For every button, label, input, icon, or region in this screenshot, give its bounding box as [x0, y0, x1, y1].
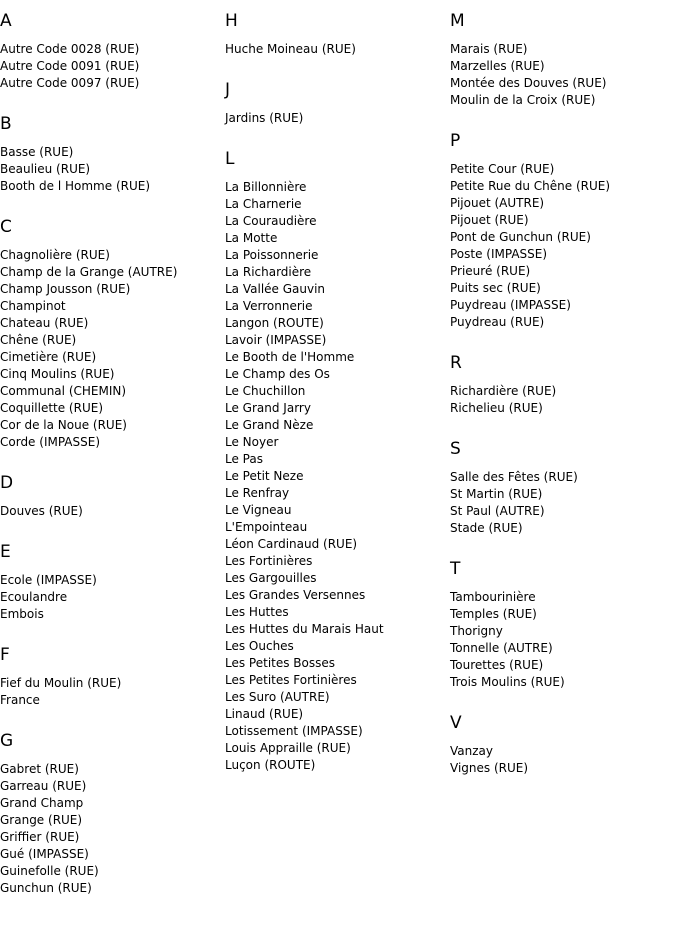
street-item[interactable]: Louis Appraille (RUE) [225, 741, 351, 755]
street-list [450, 161, 675, 331]
street-item[interactable]: Le Petit Neze [225, 469, 304, 483]
street-item[interactable]: Les Petites Bosses [225, 656, 336, 670]
letter-heading: T [450, 559, 461, 579]
street-item[interactable]: La Billonnière [225, 180, 307, 194]
street-item[interactable]: Autre Code 0028 (RUE) [0, 42, 140, 56]
letter-group-a [0, 11, 225, 92]
street-item[interactable]: Tambourinière [450, 590, 536, 604]
letter-heading: P [450, 131, 461, 151]
street-item[interactable]: Coquillette (RUE) [0, 401, 104, 415]
street-item[interactable]: Tonnelle (AUTRE) [450, 641, 553, 655]
street-list [0, 503, 225, 520]
street-item[interactable]: Richelieu (RUE) [450, 401, 543, 415]
street-item[interactable]: Lavoir (IMPASSE) [225, 333, 327, 347]
street-list [450, 743, 675, 777]
street-item[interactable]: St Paul (AUTRE) [450, 504, 545, 518]
street-item[interactable]: Les Ouches [225, 639, 294, 653]
street-item[interactable]: Vanzay [450, 744, 493, 758]
letter-group-g [0, 731, 225, 897]
street-item[interactable]: Pont de Gunchun (RUE) [450, 230, 591, 244]
street-item[interactable]: Fief du Moulin (RUE) [0, 676, 122, 690]
street-item[interactable]: La Vallée Gauvin [225, 282, 326, 296]
street-item[interactable]: Beaulieu (RUE) [0, 162, 91, 176]
street-item[interactable]: Le Grand Nèze [225, 418, 314, 432]
street-item[interactable]: Ecole (IMPASSE) [0, 573, 97, 587]
street-list [0, 144, 225, 195]
letter-group-v [450, 713, 675, 777]
letter-group-t [450, 559, 675, 691]
street-item[interactable]: Léon Cardinaud (RUE) [225, 537, 358, 551]
street-item[interactable]: Jardins (RUE) [225, 111, 304, 125]
street-item[interactable]: Le Vigneau [225, 503, 292, 517]
street-item[interactable]: Le Pas [225, 452, 263, 466]
street-item[interactable]: Marais (RUE) [450, 42, 528, 56]
street-item[interactable]: Puydreau (IMPASSE) [450, 298, 571, 312]
letter-heading: V [450, 713, 462, 733]
street-item[interactable]: Huche Moineau (RUE) [225, 42, 356, 56]
street-item[interactable]: Temples (RUE) [450, 607, 537, 621]
street-item[interactable]: Chateau (RUE) [0, 316, 89, 330]
street-item[interactable]: Le Grand Jarry [225, 401, 311, 415]
letter-heading: F [0, 645, 10, 665]
street-item[interactable]: Luçon (ROUTE) [225, 758, 316, 772]
street-list [0, 572, 225, 623]
street-item[interactable]: La Charnerie [225, 197, 302, 211]
street-item[interactable]: Le Booth de l'Homme [225, 350, 355, 364]
street-item[interactable]: Les Huttes du Marais Haut [225, 622, 384, 636]
street-item[interactable]: Corde (IMPASSE) [0, 435, 101, 449]
street-item[interactable]: Le Renfray [225, 486, 290, 500]
street-item[interactable]: L'Empointeau [225, 520, 308, 534]
letter-heading: M [450, 11, 465, 31]
street-list [225, 179, 450, 774]
street-item[interactable]: Autre Code 0091 (RUE) [0, 59, 140, 73]
street-item[interactable]: Les Fortinières [225, 554, 313, 568]
street-item[interactable]: Guinefolle (RUE) [0, 864, 99, 878]
letter-heading: G [0, 731, 14, 751]
street-item[interactable]: Lotissement (IMPASSE) [225, 724, 363, 738]
street-item[interactable]: Embois [0, 607, 44, 621]
street-item[interactable]: Les Petites Fortinières [225, 673, 357, 687]
street-item[interactable]: Ecoulandre [0, 590, 68, 604]
street-list [225, 41, 450, 58]
street-list [450, 469, 675, 537]
street-item[interactable]: Cimetière (RUE) [0, 350, 97, 364]
street-item[interactable]: Les Suro (AUTRE) [225, 690, 330, 704]
street-item[interactable]: Gabret (RUE) [0, 762, 79, 776]
street-item[interactable]: Champ de la Grange (AUTRE) [0, 265, 178, 279]
street-item[interactable]: Les Grandes Versennes [225, 588, 366, 602]
street-item[interactable]: Grand Champ [0, 796, 84, 810]
street-list [450, 41, 675, 109]
street-item[interactable]: Salle des Fêtes (RUE) [450, 470, 578, 484]
street-item[interactable]: Prieuré (RUE) [450, 264, 531, 278]
street-item[interactable]: Champinot [0, 299, 66, 313]
letter-group-p [450, 131, 675, 331]
street-item[interactable]: Gunchun (RUE) [0, 881, 92, 895]
index-column-2 [225, 0, 450, 774]
street-item[interactable]: Langon (ROUTE) [225, 316, 324, 330]
street-item[interactable]: Le Champ des Os [225, 367, 330, 381]
street-item[interactable]: Moulin de la Croix (RUE) [450, 93, 596, 107]
letter-heading: L [225, 149, 235, 169]
letter-group-l [225, 149, 450, 774]
index-column-1 [0, 0, 225, 897]
street-item[interactable]: Puits sec (RUE) [450, 281, 541, 295]
letter-heading: J [225, 80, 231, 100]
street-item[interactable]: Autre Code 0097 (RUE) [0, 76, 140, 90]
letter-heading: S [450, 439, 461, 459]
street-item[interactable]: Puydreau (RUE) [450, 315, 545, 329]
letter-group-r [450, 353, 675, 417]
letter-heading: E [0, 542, 11, 562]
letter-heading: A [0, 11, 12, 31]
street-item[interactable]: Pijouet (AUTRE) [450, 196, 545, 210]
street-item[interactable]: La Richardière [225, 265, 312, 279]
letter-heading: R [450, 353, 462, 373]
letter-group-d [0, 473, 225, 520]
street-item[interactable]: Cor de la Noue (RUE) [0, 418, 127, 432]
street-item[interactable]: Stade (RUE) [450, 521, 523, 535]
letter-heading: B [0, 114, 12, 134]
street-item[interactable]: Cinq Moulins (RUE) [0, 367, 115, 381]
letter-heading: D [0, 473, 14, 493]
street-item[interactable]: Le Chuchillon [225, 384, 306, 398]
street-item[interactable]: Champ Jousson (RUE) [0, 282, 131, 296]
street-list [0, 247, 225, 451]
street-item[interactable]: Griffier (RUE) [0, 830, 80, 844]
street-list [450, 383, 675, 417]
street-item[interactable]: Douves (RUE) [0, 504, 83, 518]
street-list [0, 41, 225, 92]
street-item[interactable]: Les Gargouilles [225, 571, 317, 585]
street-item[interactable]: Petite Rue du Chêne (RUE) [450, 179, 611, 193]
letter-group-m [450, 11, 675, 109]
street-item[interactable]: Poste (IMPASSE) [450, 247, 548, 261]
street-list [225, 110, 450, 127]
street-item[interactable]: Communal (CHEMIN) [0, 384, 127, 398]
street-item[interactable]: Marzelles (RUE) [450, 59, 545, 73]
street-item[interactable]: Richardière (RUE) [450, 384, 557, 398]
letter-group-j [225, 80, 450, 127]
street-list [0, 675, 225, 709]
street-item[interactable]: Tourettes (RUE) [450, 658, 544, 672]
letter-group-b [0, 114, 225, 195]
street-list [450, 589, 675, 691]
street-item[interactable]: Les Huttes [225, 605, 289, 619]
street-item[interactable]: Pijouet (RUE) [450, 213, 529, 227]
street-item[interactable]: La Poissonnerie [225, 248, 319, 262]
letter-heading: C [0, 217, 12, 237]
index-column-3 [450, 0, 675, 777]
street-item[interactable]: La Motte [225, 231, 278, 245]
street-item[interactable]: Vignes (RUE) [450, 761, 529, 775]
street-item[interactable]: Gué (IMPASSE) [0, 847, 89, 861]
street-item[interactable]: Booth de l Homme (RUE) [0, 179, 151, 193]
letter-group-c [0, 217, 225, 451]
street-item[interactable]: Trois Moulins (RUE) [450, 675, 565, 689]
street-item[interactable]: St Martin (RUE) [450, 487, 543, 501]
street-item[interactable]: Basse (RUE) [0, 145, 74, 159]
street-item[interactable]: Linaud (RUE) [225, 707, 304, 721]
street-item[interactable]: La Couraudière [225, 214, 317, 228]
street-item[interactable]: La Verronnerie [225, 299, 313, 313]
street-item[interactable]: Thorigny [450, 624, 503, 638]
street-item[interactable]: France [0, 693, 40, 707]
street-item[interactable]: Grange (RUE) [0, 813, 83, 827]
letter-heading: H [225, 11, 238, 31]
street-item[interactable]: Chagnolière (RUE) [0, 248, 110, 262]
letter-group-f [0, 645, 225, 709]
street-list [0, 761, 225, 897]
street-item[interactable]: Petite Cour (RUE) [450, 162, 555, 176]
letter-group-e [0, 542, 225, 623]
street-item[interactable]: Garreau (RUE) [0, 779, 87, 793]
street-item[interactable]: Chêne (RUE) [0, 333, 77, 347]
letter-group-h [225, 11, 450, 58]
street-item[interactable]: Le Noyer [225, 435, 279, 449]
letter-group-s [450, 439, 675, 537]
street-item[interactable]: Montée des Douves (RUE) [450, 76, 607, 90]
